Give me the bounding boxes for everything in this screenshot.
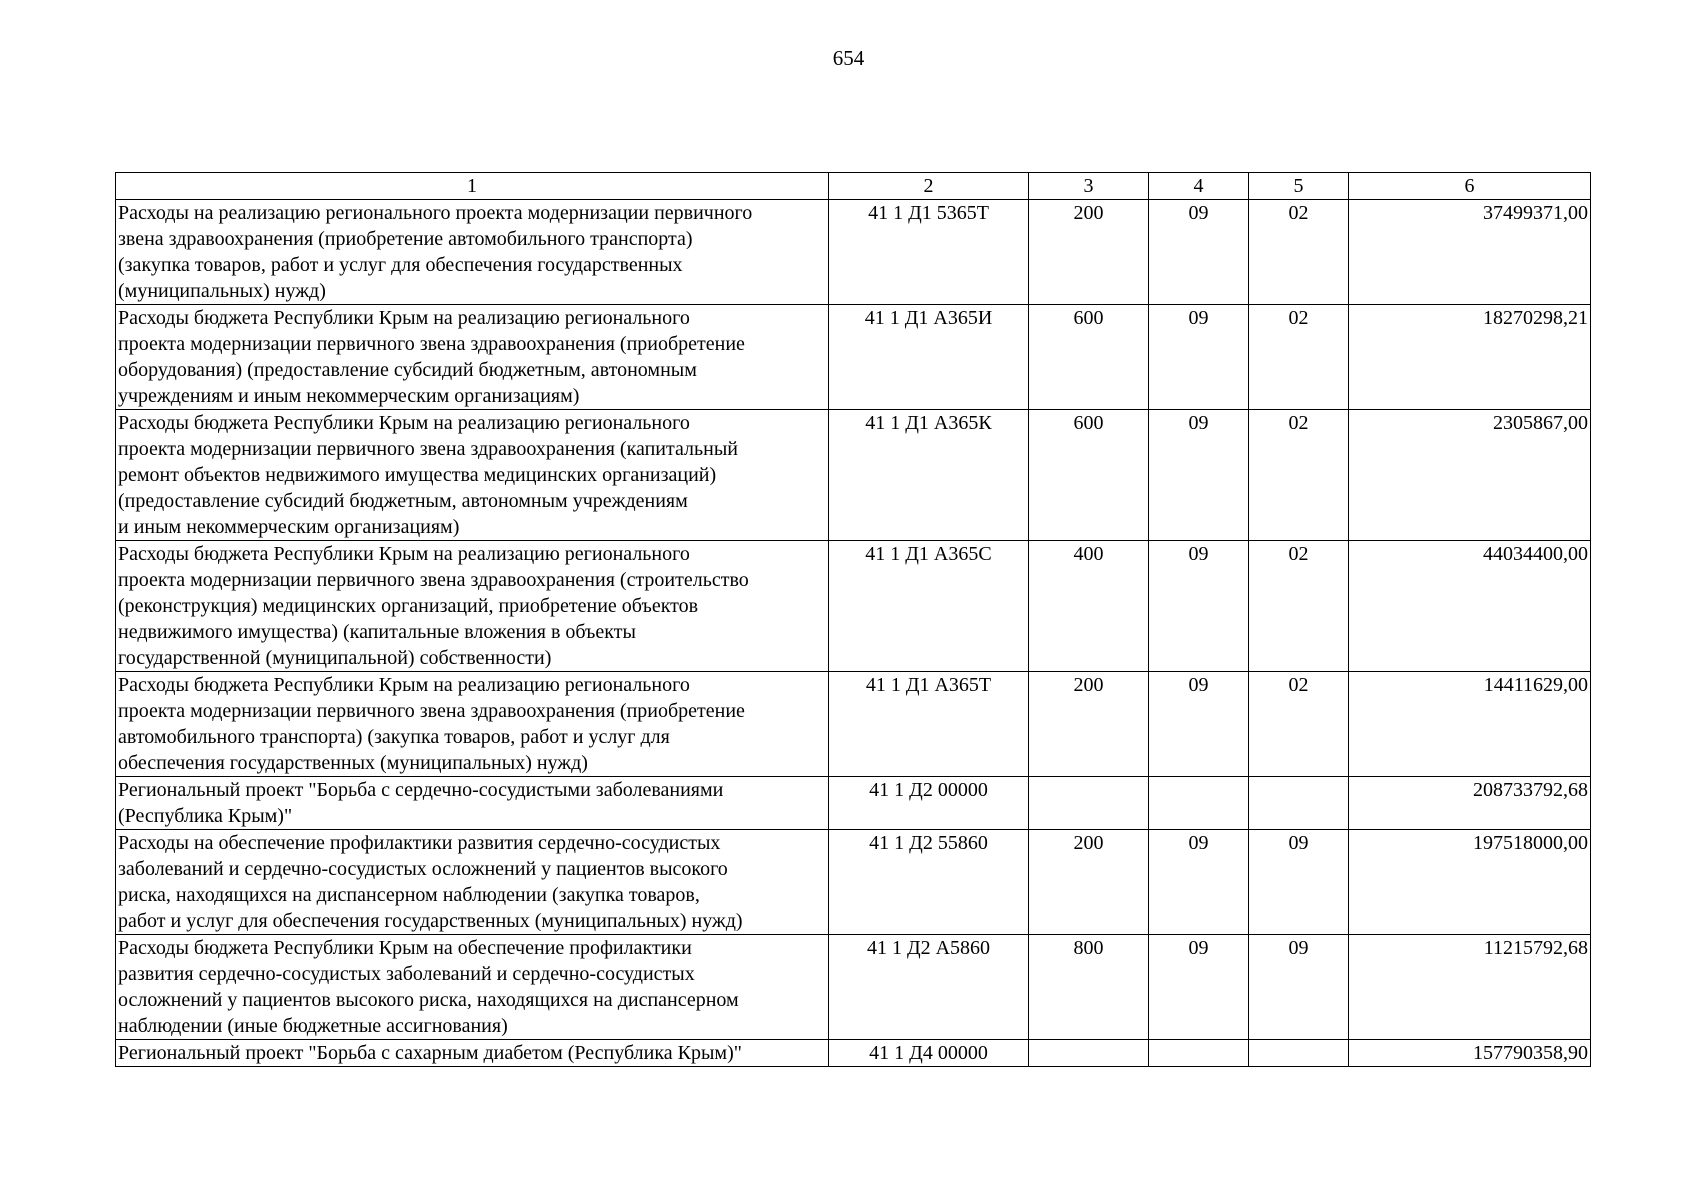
expense-description: Расходы бюджета Республики Крым на реализацию регионального проекта модернизации первичного звена здравоохранения (приобретение автомобильного транспорта) (закупка товаров, работ и услуг для обеспечения государственных (муниципальных) нужд) (116, 672, 829, 777)
table-row (116, 410, 1591, 541)
table-row (116, 830, 1591, 935)
expense-description: Расходы бюджета Республики Крым на реализацию регионального проекта модернизации первичного звена здравоохранения (строительство (реконструкция) медицинских организаций, приобретение объектов недвижимого имущества) (капитальные вложения в объекты государственной (муниципальной) собственности) (116, 541, 829, 672)
subsection-code: 09 (1249, 830, 1349, 935)
section-code: 09 (1149, 541, 1249, 672)
section-code: 09 (1149, 305, 1249, 410)
column-header: 3 (1029, 173, 1149, 200)
target-article-code: 41 1 Д2 А5860 (829, 935, 1029, 1040)
section-code (1149, 1040, 1249, 1067)
section-code: 09 (1149, 200, 1249, 305)
expense-type: 400 (1029, 541, 1149, 672)
table-row (116, 305, 1591, 410)
section-code: 09 (1149, 672, 1249, 777)
target-article-code: 41 1 Д4 00000 (829, 1040, 1029, 1067)
expense-description: Региональный проект "Борьба с сахарным диабетом (Республика Крым)" (116, 1040, 829, 1067)
budget-table (115, 172, 1591, 1067)
expense-type: 800 (1029, 935, 1149, 1040)
target-article-code: 41 1 Д1 А365С (829, 541, 1029, 672)
table-row (116, 935, 1591, 1040)
amount: 197518000,00 (1349, 830, 1591, 935)
subsection-code: 09 (1249, 935, 1349, 1040)
expense-description: Расходы бюджета Республики Крым на реализацию регионального проекта модернизации первичного звена здравоохранения (приобретение оборудования) (предоставление субсидий бюджетным, автономным учреждениям и иным некоммерческим организациям) (116, 305, 829, 410)
table-header (116, 173, 1591, 200)
table-row (116, 777, 1591, 830)
subsection-code: 02 (1249, 672, 1349, 777)
expense-description: Расходы на обеспечение профилактики развития сердечно-сосудистых заболеваний и сердечно-сосудистых осложнений у пациентов высокого риска, находящихся на диспансерном наблюдении (закупка товаров, работ и услуг для обеспечения государственных (муниципальных) нужд) (116, 830, 829, 935)
amount: 37499371,00 (1349, 200, 1591, 305)
subsection-code: 02 (1249, 305, 1349, 410)
target-article-code: 41 1 Д2 00000 (829, 777, 1029, 830)
target-article-code: 41 1 Д1 А365К (829, 410, 1029, 541)
amount: 11215792,68 (1349, 935, 1591, 1040)
header-row (116, 173, 1591, 200)
target-article-code: 41 1 Д1 А365И (829, 305, 1029, 410)
amount: 14411629,00 (1349, 672, 1591, 777)
target-article-code: 41 1 Д2 55860 (829, 830, 1029, 935)
subsection-code: 02 (1249, 410, 1349, 541)
expense-type: 600 (1029, 410, 1149, 541)
page-number: 654 (832, 46, 865, 70)
subsection-code: 02 (1249, 541, 1349, 672)
table-row (116, 541, 1591, 672)
amount: 44034400,00 (1349, 541, 1591, 672)
amount: 2305867,00 (1349, 410, 1591, 541)
expense-type: 200 (1029, 672, 1149, 777)
expense-description: Расходы бюджета Республики Крым на реализацию регионального проекта модернизации первичного звена здравоохранения (капитальный ремонт объектов недвижимого имущества медицинских организаций) (предоставление субсидий бюджетным, автономным учреждениям и иным некоммерческим организациям) (116, 410, 829, 541)
table-row (116, 672, 1591, 777)
expense-type: 200 (1029, 200, 1149, 305)
section-code: 09 (1149, 935, 1249, 1040)
column-header: 1 (116, 173, 829, 200)
table-row (116, 1040, 1591, 1067)
expense-description: Региональный проект "Борьба с сердечно-сосудистыми заболеваниями (Республика Крым)" (116, 777, 829, 830)
expense-type (1029, 1040, 1149, 1067)
amount: 18270298,21 (1349, 305, 1591, 410)
column-header: 4 (1149, 173, 1249, 200)
expense-description: Расходы бюджета Республики Крым на обеспечение профилактики развития сердечно-сосудистых заболеваний и сердечно-сосудистых осложнений у пациентов высокого риска, находящихся на диспансерном наблюдении (иные бюджетные ассигнования) (116, 935, 829, 1040)
column-header: 6 (1349, 173, 1591, 200)
amount: 208733792,68 (1349, 777, 1591, 830)
target-article-code: 41 1 Д1 А365Т (829, 672, 1029, 777)
expense-type (1029, 777, 1149, 830)
expense-type: 600 (1029, 305, 1149, 410)
subsection-code (1249, 777, 1349, 830)
expense-type: 200 (1029, 830, 1149, 935)
expense-description: Расходы на реализацию регионального проекта модернизации первичного звена здравоохранения (приобретение автомобильного транспорта) (закупка товаров, работ и услуг для обеспечения государственных (муниципальных) нужд) (116, 200, 829, 305)
section-code: 09 (1149, 830, 1249, 935)
subsection-code (1249, 1040, 1349, 1067)
column-header: 5 (1249, 173, 1349, 200)
target-article-code: 41 1 Д1 5365Т (829, 200, 1029, 305)
column-header: 2 (829, 173, 1029, 200)
section-code (1149, 777, 1249, 830)
amount: 157790358,90 (1349, 1040, 1591, 1067)
table-row (116, 200, 1591, 305)
subsection-code: 02 (1249, 200, 1349, 305)
section-code: 09 (1149, 410, 1249, 541)
